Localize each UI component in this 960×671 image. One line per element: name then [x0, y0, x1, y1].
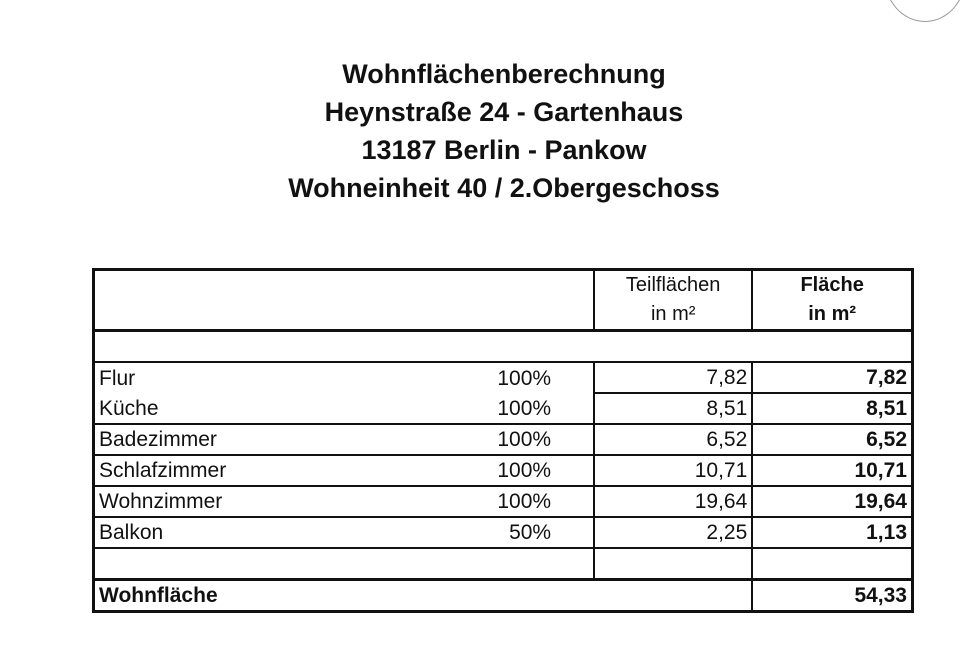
- room-area: 6,52: [752, 424, 912, 455]
- room-percentage: 100%: [474, 393, 594, 424]
- room-percentage: 50%: [474, 517, 594, 548]
- room-percentage: 100%: [474, 486, 594, 517]
- total-row: [94, 580, 913, 612]
- table-row: [94, 393, 913, 424]
- room-name: Schlafzimmer: [94, 455, 474, 486]
- room-part-area: 19,64: [594, 486, 752, 517]
- title-line-1: Wohnflächenberechnung: [342, 59, 666, 89]
- header-flaeche-line2: in m²: [808, 303, 857, 325]
- room-part-area: 7,82: [594, 362, 752, 393]
- header-teilflaechen: [594, 270, 752, 331]
- title-line-2: Heynstraße 24 - Gartenhaus: [324, 97, 684, 127]
- table-row: [94, 517, 913, 548]
- header-flaeche-line1: Fläche: [800, 274, 864, 296]
- table-row: [94, 424, 913, 455]
- room-area: 10,71: [752, 455, 912, 486]
- total-label: Wohnfläche: [99, 584, 218, 607]
- header-empty-cell: [94, 270, 595, 331]
- empty-row: [94, 548, 913, 580]
- room-part-area: 6,52: [594, 424, 752, 455]
- room-percentage: 100%: [497, 366, 552, 390]
- header-teilflaechen-line2: in m²: [650, 303, 696, 325]
- room-area: 8,51: [752, 393, 912, 424]
- room-name: Wohnzimmer: [94, 486, 474, 517]
- room-name: Badezimmer: [94, 424, 474, 455]
- room-area: 1,13: [752, 517, 912, 548]
- room-part-area: 10,71: [594, 455, 752, 486]
- room-part-area: 2,25: [594, 517, 752, 548]
- title-line-3: 13187 Berlin - Pankow: [361, 135, 647, 165]
- title-line-4: Wohneinheit 40 / 2.Obergeschoss: [288, 173, 720, 203]
- room-name: Küche: [94, 393, 474, 424]
- room-area: 7,82: [752, 362, 912, 393]
- table-header-row: [94, 270, 913, 331]
- area-table: [92, 268, 914, 613]
- room-part-area: 8,51: [594, 393, 752, 424]
- table-row: [94, 486, 913, 517]
- room-area: 19,64: [752, 486, 912, 517]
- total-value: 54,33: [752, 580, 912, 612]
- header-flaeche: [752, 270, 912, 331]
- table-row: [94, 362, 913, 393]
- document-header: [0, 55, 960, 207]
- room-percentage: 100%: [474, 424, 594, 455]
- room-name: Flur: [99, 366, 136, 390]
- table-row: [94, 455, 913, 486]
- spacer-row: [94, 331, 913, 363]
- corner-arc-decoration: [884, 0, 960, 22]
- room-percentage: 100%: [474, 455, 594, 486]
- room-name: Balkon: [94, 517, 474, 548]
- header-teilflaechen-line1: Teilflächen: [625, 274, 721, 296]
